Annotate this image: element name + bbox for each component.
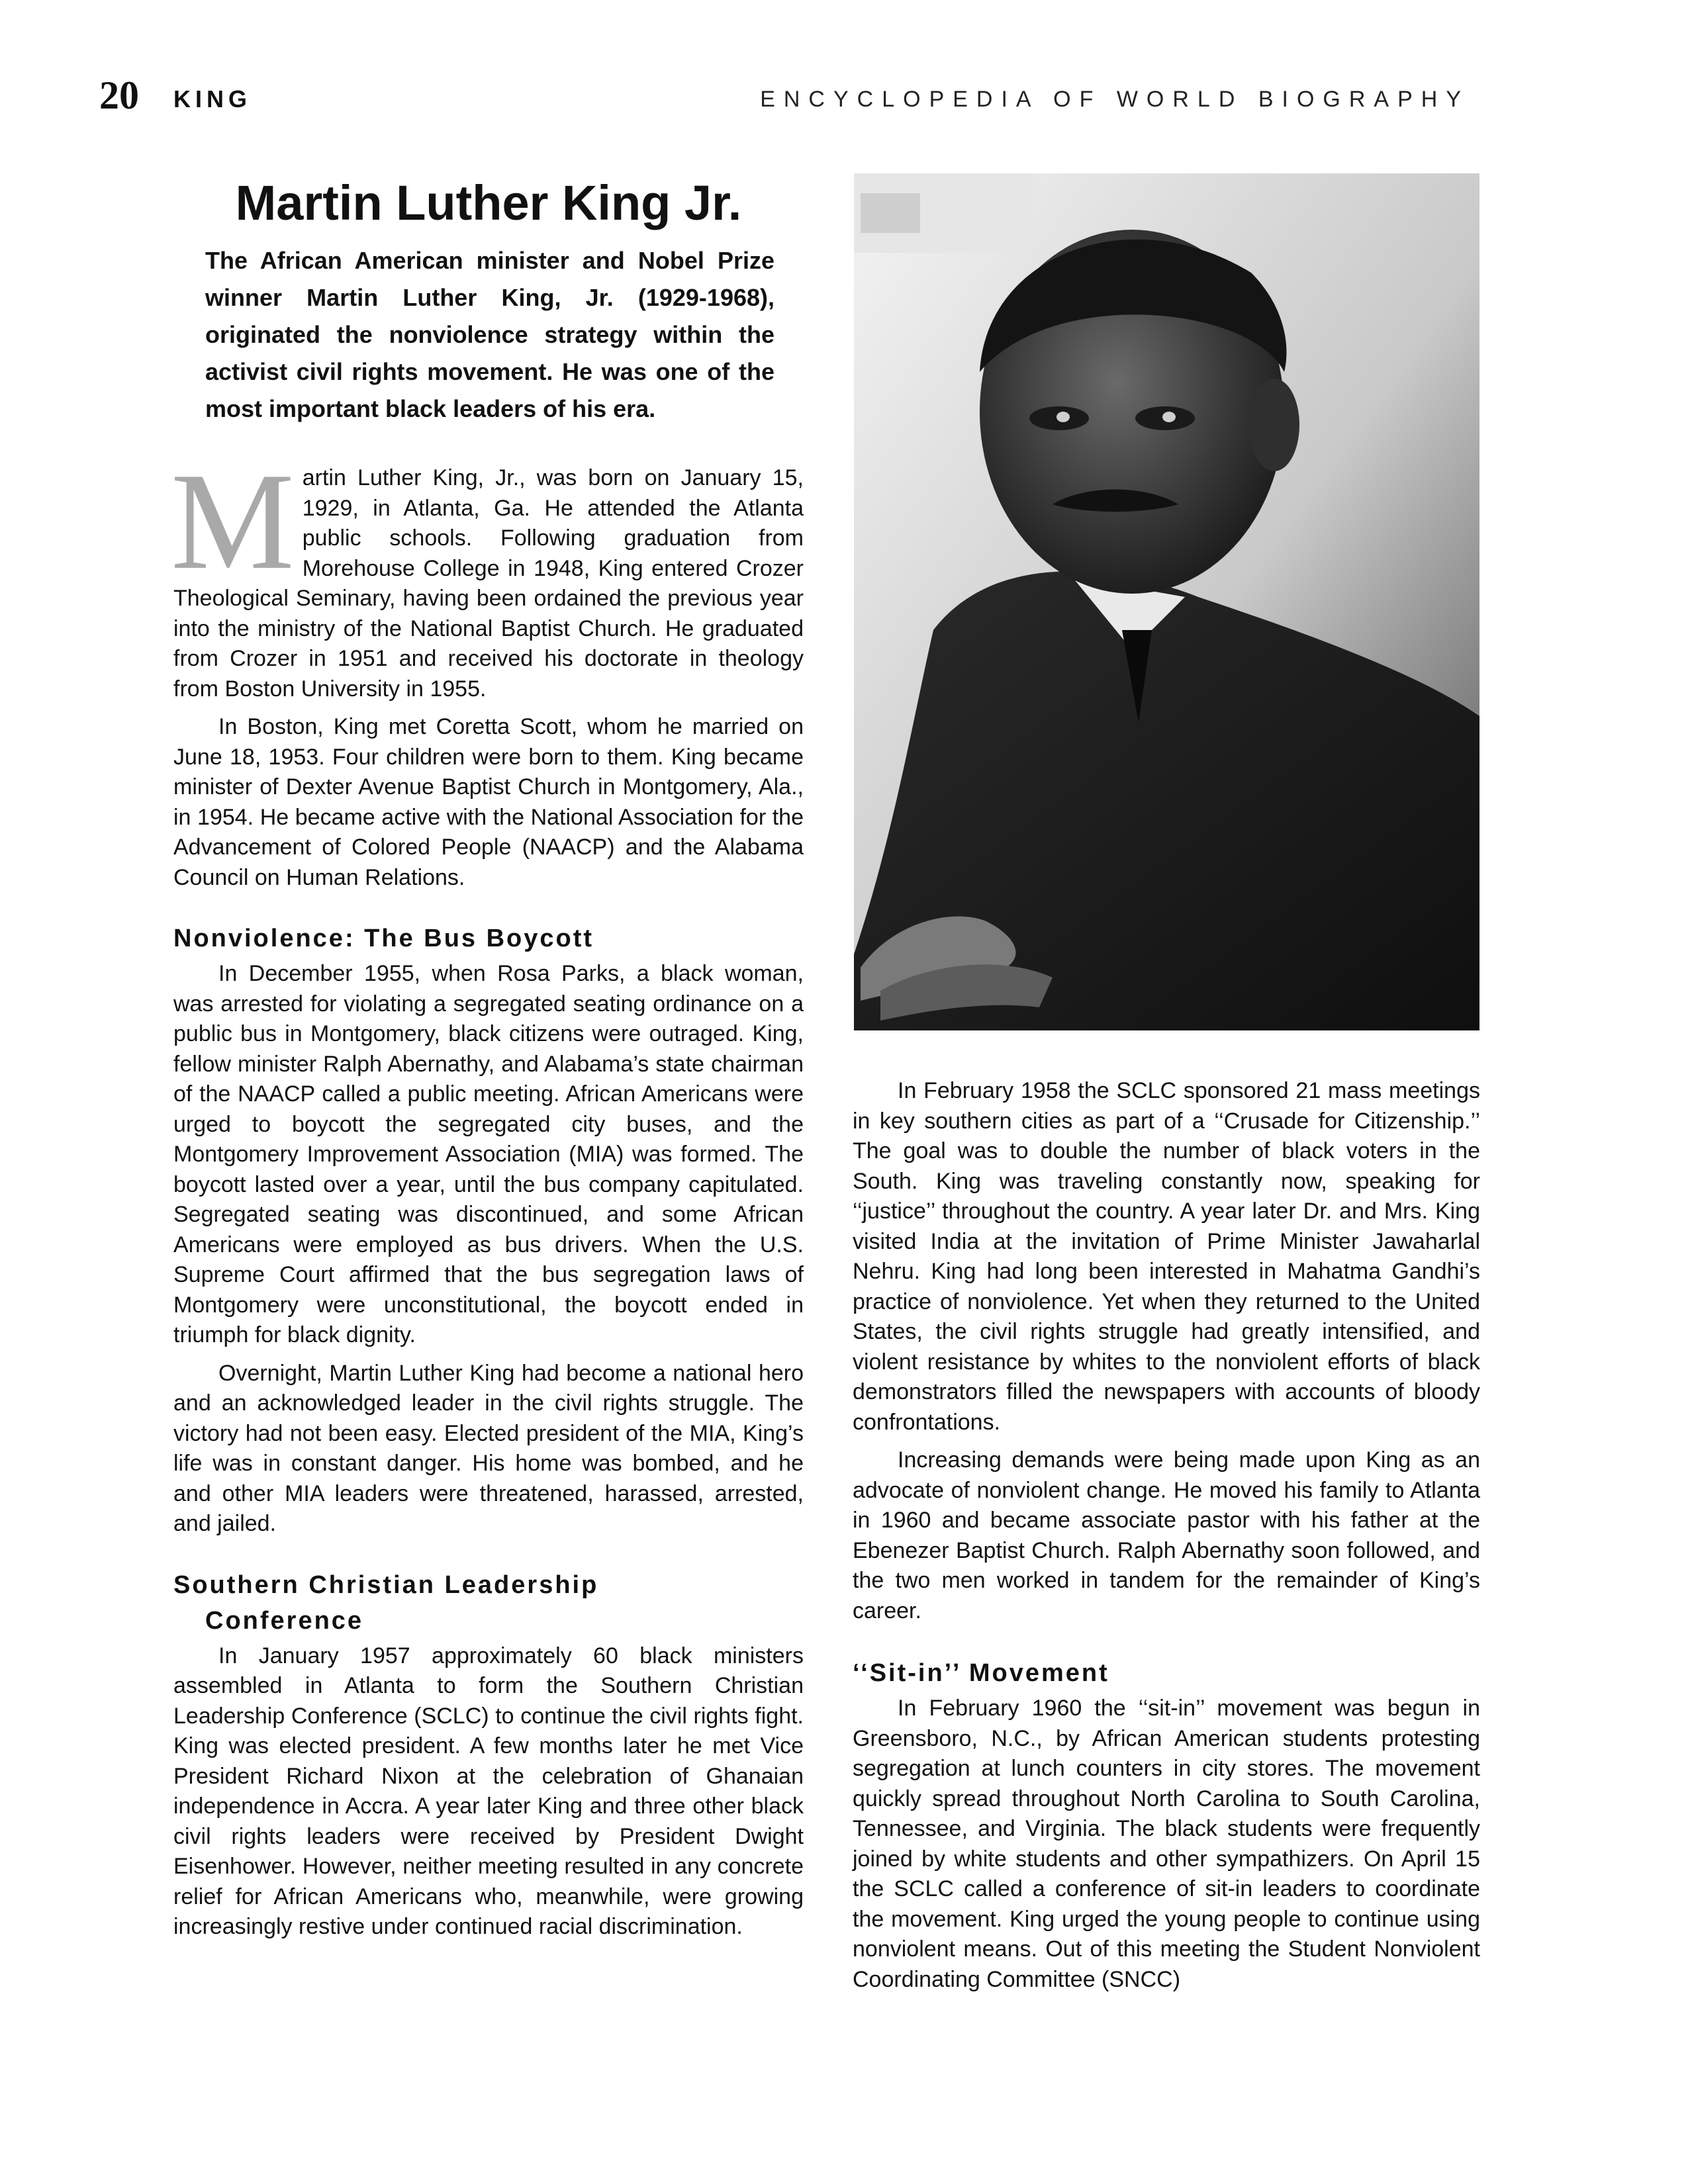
running-head-series: ENCYCLOPEDIA OF WORLD BIOGRAPHY xyxy=(760,87,1470,112)
paragraph-boston: In Boston, King met Coretta Scott, whom he married on June 18, 1953. Four children were born to them. King became minister of Dexter Avenue Baptist Church in Montgomery, Ala., in 1954. He became active with the National Association for the Advancement of Colored People (NAACP) and the Alabama Council on Human Relations. xyxy=(173,714,804,890)
paragraph-sclc-1: In January 1957 approximately 60 black ministers assembled in Atlanta to form the Southern Christian Leadership Conference (SCLC) to continue the civil rights fight. King was elected president. A few months later he met Vice President Richard Nixon at the celebration of Ghanaian independence in Accra. A year later King and three other black civil rights leaders were received by President Dwight Eisenhower. However, neither meeting resulted in any concrete relief for African Americans who, meanwhile, were growing increasingly restive under continued racial discrimination. xyxy=(173,1643,804,1939)
left-column xyxy=(171,445,804,1942)
drop-cap: M xyxy=(171,445,295,598)
right-column xyxy=(853,1076,1480,1995)
paragraph-bus-boycott-2: Overnight, Martin Luther King had become a national hero and an acknowledged leader in the civil rights struggle. The victory had not been easy. Elected president of the MIA, King’s life was in constant danger. His home was bombed, and he and other MIA leaders were threatened, harassed, arrested, and jailed. xyxy=(173,1360,804,1536)
paragraph-sclc-3: Increasing demands were being made upon King as an advocate of nonviolent change. He moved his family to Atlanta in 1960 and became associate pastor with his father at the Ebenezer Baptist Church. Ralph Abernathy soon followed, and the two men worked in tandem for the remainder of King’s career. xyxy=(853,1447,1480,1623)
portrait-photo xyxy=(854,173,1479,1030)
section-heading-sclc xyxy=(173,1567,804,1639)
section-heading-bus-boycott: Nonviolence: The Bus Boycott xyxy=(173,925,594,952)
portrait-image xyxy=(854,173,1479,1030)
article-summary: The African American minister and Nobel Prize winner Martin Luther King, Jr. (1929-1968), originated the nonviolence strategy within the activist civil rights movement. He was one of the most important black leaders of his era. xyxy=(205,247,774,422)
paragraph-intro xyxy=(171,445,804,704)
paragraph-sit-in-1: In February 1960 the ‘‘sit-in’’ movement was begun in Greensboro, N.C., by African American students protesting segregation at lunch counters in city stores. The movement quickly spread throughout North Carolina to South Carolina, Tennessee, and Virginia. The black students were frequently joined by white students and other sympathizers. On April 15 the SCLC called a conference of sit-in leaders to coordinate the movement. King urged the young people to continue using nonviolent means. Out of this meeting the Student Nonviolent Coordinating Committee (SNCC) xyxy=(853,1696,1480,1992)
section-heading-sit-in: ‘‘Sit-in’’ Movement xyxy=(853,1659,1109,1687)
running-head-entry: KING xyxy=(173,85,252,113)
paragraph-sclc-2: In February 1958 the SCLC sponsored 21 mass meetings in key southern cities as part of a ‘‘Crusade for Citizenship.’’ The goal was to double the number of black voters in the South. King was traveling constantly now, speaking for ‘‘justice’’ throughout the country. A year later Dr. and Mrs. King visited India at the invitation of Prime Minister Jawaharlal Nehru. King had long been interested in Mahatma Gandhi’s practice of nonviolence. Yet when they returned to the United States, the civil rights struggle had greatly intensified, and violent resistance by whites to the nonviolent efforts of black demonstrators filled the newspapers with accounts of bloody confrontations. xyxy=(853,1078,1480,1435)
paragraph-bus-boycott-1: In December 1955, when Rosa Parks, a black woman, was arrested for violating a segregated seating ordinance on a public bus in Montgomery, black citizens were outraged. King, fellow minister Ralph Abernathy, and Alabama’s state chairman of the NAACP called a public meeting. African Americans were urged to boycott the segregated city buses, and the Montgomery Improvement Association (MIA) was formed. The boycott lasted over a year, until the bus company capitulated. Segregated seating was discontinued, and some African Americans were employed as bus drivers. When the U.S. Supreme Court affirmed that the bus segregation laws of Montgomery were unconstitutional, the boycott ended in triumph for black dignity. xyxy=(173,961,804,1347)
page-number: 20 xyxy=(99,73,139,117)
section-heading-sclc-line-1: Southern Christian Leadership xyxy=(173,1570,599,1599)
section-heading-sclc-line-2: Conference xyxy=(205,1606,364,1635)
paragraph-intro-text: artin Luther King, Jr., was born on January 15, 1929, in Atlanta, Ga. He attended the Atlanta public schools. Following graduation from Morehouse College in 1948, King entered Crozer Theological Seminary, having been ordained the previous year into the ministry of the National Baptist Church. He graduated from Crozer in 1951 and received his doctorate in theology from Boston University in 1955. xyxy=(173,465,804,702)
article-title: Martin Luther King Jr. xyxy=(235,175,742,230)
